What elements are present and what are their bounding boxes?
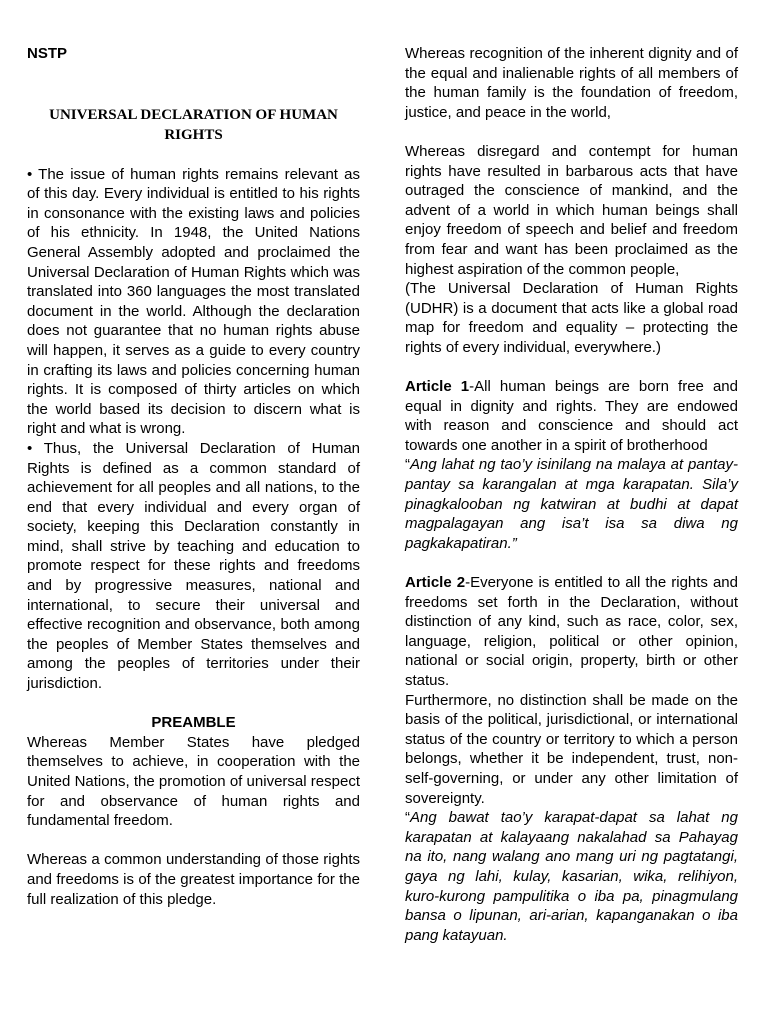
preamble-paragraph-2: Whereas a common understanding of those rights and freedoms is of the greatest importance for the full realization of this pledge. — [27, 851, 360, 908]
right-column — [405, 44, 738, 945]
article-1 — [405, 377, 738, 455]
intro-bullet-1: • The issue of human rights remains relevant as of this day. Every individual is entitled to his rights in consonance with the existing laws and policies of his ethnicity. In 1948, the United Nations General Assembly adopted and proclaimed the Universal Declaration of Human Rights which was translated into 360 languages the most translated document in the world. Although the declaration does not guarantee that no human rights abuse will happen, it serves as a guide to every country in crafting its laws and policies concerning human rights. It is composed of thirty articles on which the world based its decision to discern what is right and what is wrong. — [27, 165, 360, 438]
preamble-paragraph-3: Whereas recognition of the inherent dignity and of the equal and inalienable rights of all members of the human family is the foundation of freedom, justice, and peace in the world, — [405, 45, 738, 121]
article-2-label: Article 2 — [405, 574, 466, 592]
udhr-definition: (The Universal Declaration of Human Rights (UDHR) is a document that acts like a global road map for freedom and equality – protecting the rights of every individual, everywhere.) — [405, 280, 738, 356]
article-1-filipino-block — [405, 455, 738, 553]
preamble-paragraph-4: Whereas disregard and contempt for human rights have resulted in barbarous acts that have outraged the conscience of mankind, and the advent of a world in which human beings shall enjoy freedom of speech and belief and freedom from fear and want has been proclaimed as the highest aspiration of the common people, — [405, 142, 738, 278]
article-2-filipino: Ang bawat tao’y karapat-dapat sa lahat ng karapatan at kalayaang nakalahad sa Pahayag na ito, nang walang ano mang uri ng pagtatangi, gaya ng lahi, kulay, kasarian, wika, relihiyon, kuro-kurong pampulitika o iba pa, pinagmulang bansa o lipunan, ari-arian, kapanganakan o iba pang katayuan. — [405, 809, 738, 944]
preamble-heading: PREAMBLE — [151, 714, 236, 732]
article-1-text: -All human beings are born free and equal in dignity and rights. They are endowed with reason and conscience and should act towards one another in a spirit of brotherhood — [405, 378, 738, 454]
article-2-quote-mark: “ — [405, 809, 410, 827]
document-title: UNIVERSAL DECLARATION OF HUMAN RIGHTS — [49, 106, 338, 143]
course-label: NSTP — [27, 45, 68, 62]
left-column — [27, 44, 360, 909]
article-2-filipino-block — [405, 808, 738, 945]
article-1-filipino: Ang lahat ng tao’y isinilang na malaya at pantay-pantay sa karangalan at mga karapatan. Sila’y pinagkalooban ng katwiran at budhi at dapat magpalagayan ang isa’t isa sa diwa ng pagkakapatiran.” — [405, 456, 738, 552]
article-2-continued: Furthermore, no distinction shall be made on the basis of the political, jurisdictional, or international status of the country or territory to which a person belongs, whether it be independent, trust, non-self-governing, or under any other limitation of sovereignty. — [405, 691, 738, 807]
article-1-label: Article 1 — [405, 378, 470, 396]
article-1-quote-mark: “ — [405, 456, 410, 474]
article-2 — [405, 573, 738, 691]
article-2-text: -Everyone is entitled to all the rights and freedoms set forth in the Declaration, without distinction of any kind, such as race, color, sex, language, religion, political or other opinion, national or social origin, property, birth or other status. — [405, 574, 738, 689]
intro-bullet-2: • Thus, the Universal Declaration of Human Rights is defined as a common standard of achievement for all peoples and all nations, to the end that every individual and every organ of society, keeping this Declaration constantly in mind, shall strive by teaching and education to promote respect for these rights and freedoms and by progressive measures, national and international, to secure their universal and effective recognition and observance, both among the peoples of Member States themselves and among the peoples of territories under their jurisdiction. — [27, 439, 360, 693]
preamble-paragraph-1: Whereas Member States have pledged themselves to achieve, in cooperation with the United Nations, the promotion of universal respect for and observance of human rights and fundamental freedom. — [27, 733, 360, 830]
